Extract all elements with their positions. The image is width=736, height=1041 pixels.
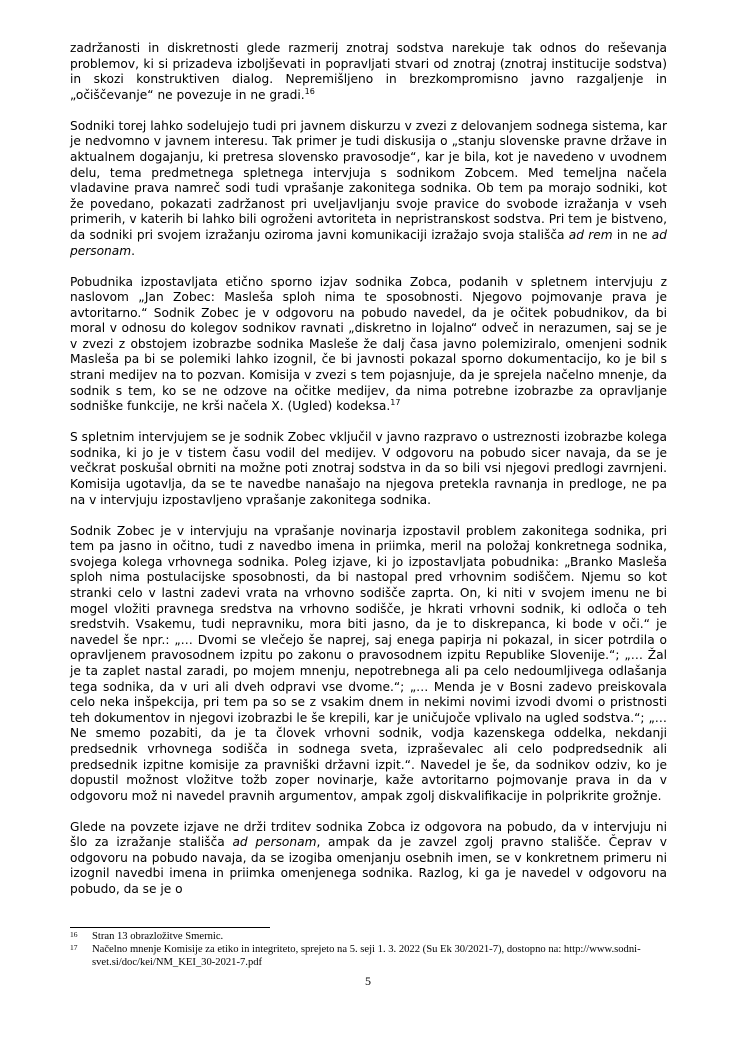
paragraph <box>70 41 667 103</box>
text-run: Glede na povzete izjave ne drži trditev sodnika Zobca iz odgovora na pobudo, da v intervjuju ni šlo za izražanje stališča <box>70 819 667 850</box>
body-text <box>70 41 667 913</box>
footnote-separator <box>70 927 270 928</box>
footnote-number: 17 <box>70 943 78 952</box>
italic-text: ad rem <box>568 227 613 242</box>
footnote-number: 16 <box>70 930 78 939</box>
footnote-text: Stran 13 obrazložitve Smernic. <box>92 931 224 942</box>
text-run: Sodnik Zobec je v intervjuju na vprašanje novinarja izpostavil problem zakonitega sodnika, pri tem pa jasno in očitno, tudi z navedbo imena in priimka, meril na položaj konkretnega sodnika, svojega kolega vrhovnega sodnika. Poleg izjave, ki jo izpostavljata pobudnika: „Branko Masleša sploh nima postulacijske sposobnosti, da bi nastopal pred vrhovnim sodiščem. Njemu so kot stranki celo v lastni zadevi vrata na vrhovno sodišče zaprta. On, ki niti v svojem imenu ne bi mogel vložiti pravnega sredstva na vrhovno sodišče, je hkrati vrhovni sodnik, ki odloča o teh sredstvih. Vsakemu, tudi nepravniku, mora biti jasno, da je to diskrepanca, ki bode v oči.“ je navedel še npr.: „… Dvomi se vlečejo še naprej, saj enega papirja ni pokazal, in sicer potrdila o opravljenem pravosodnem izpitu po zakonu o pravosodnem izpitu Republike Slovenije.“; „… Žal je ta zaplet nastal zaradi, po mojem mnenju, nepotrebnega ali pa celo nedoumljivega odlašanja tega sodnika, da v uri ali dveh odpravi vse dvome.“; „… Menda je v Bosni zadevo preiskovala celo neka inšpekcija, pri tem pa so se z vsakim dnem in nekimi novimi izvodi dvomi o pristnosti teh dokumentov in njegovi izobrazbi le še krepili, kar je uničujoče vplivalo na ugled sodstva.“; „… Ne smemo pozabiti, da je ta človek vrhovni sodnik, vodja kazenskega oddelka, nekdanji predsednik vrhovnega sodišča in sodnega sveta, izpraševalec ali celo podpredsednik ali predsednik izpitne komisije za pravniški državni izpit.“. Navedel je še, da sodnikov odziv, ko je dopustil možnost vložitve tožb zoper novinarje, kaže avtoritarno pojmovanje prava in da v odgovoru mož ni navedel pravnih argumentov, ampak zgolj diskvalifikacije in polprikrite grožnje. <box>70 523 667 803</box>
page-number: 5 <box>365 974 371 988</box>
text-run: in ne <box>612 227 652 242</box>
text-run: Sodniki torej lahko sodelujejo tudi pri javnem diskurzu v zvezi z delovanjem sodnega sistema, kar je nedvomno v javnem interesu. Tak primer je tudi diskusija o „stanju slovenske pravne države in aktualnem dogajanju, ki pretresa slovensko pravosodje“, kar je bila, kot je navedeno v uvodnem delu, tema predmetnega spletnega intervjuja s sodnikom Zobcem. Med temeljna načela vladavine prava namreč sodi tudi vprašanje zakonitega sodnika. Ob tem pa morajo sodniki, kot že povedano, pokazati zadržanost pri uveljavljanju svoje pravice do svobode izražanja v vseh primerih, v katerih bi lahko bili ogroženi avtoriteta in nepristranskost sodstva. Pri tem je bistveno, da sodniki pri svojem izražanju oziroma javni komunikaciji izražajo svoja stališča <box>70 118 667 242</box>
text-run: . <box>131 243 135 258</box>
paragraph <box>70 524 667 805</box>
footnote <box>70 943 667 969</box>
paragraph <box>70 275 667 415</box>
footnote-text: Načelno mnenje Komisije za etiko in integriteto, sprejeto na 5. seji 1. 3. 2022 (Su Ek 30/2021-7), dostopno na: http://www.sodni-svet.si/doc/kei/NM_KEI_30-2021-7.pdf <box>92 944 641 968</box>
text-run: Pobudnika izpostavljata etično sporno izjav sodnika Zobca, podanih v spletnem intervjuju z naslovom „Jan Zobec: Masleša sploh nima te sposobnosti. Njegovo pojmovanje prava je avtoritarno.“ Sodnik Zobec je v odgovoru na pobudo navedel, da je očitek pobudnikov, da bi moral v odnosu do kolegov sodnikov ravnati „diskretno in lojalno“ odveč in nerazumen, saj se je v zvezi z obstojem izobrazbe sodnika Masleše že dalj časa javno polemiziralo, omenjeni sodnik Masleša pa bi se polemiki lahko izognil, če bi javnosti pokazal sporno dokumentacijo, ko je bil s strani medijev na to pozvan. Komisija v zvezi s tem pojasnjuje, da je sprejela načelno mnenje, da sodnik s tem, ko se ne odzove na očitke medijev, da nima potrebne izobrazbe za opravljanje sodniške funkcije, ne krši načela X. (Ugled) kodeksa. <box>70 274 667 414</box>
italic-text: ad personam <box>232 835 317 850</box>
footnotes <box>70 930 667 969</box>
footnote-reference: 16 <box>304 86 315 96</box>
text-run: , ampak da je zavzel zgolj pravno stališče. Čeprav v odgovoru na pobudo navaja, da se izogiba omenjanju osebnih imen, se v konkretnem primeru ni izognil navedbi imena in priimka omenjenega sodnika. Razlog, ki ga je navedel v odgovoru na pobudo, da se je o <box>70 835 667 897</box>
text-run: S spletnim intervjujem se je sodnik Zobec vključil v javno razpravo o ustreznosti izobrazbe kolega sodnika, ki jo je v tistem času vodil del medijev. V odgovoru na pobudo sicer navaja, da se je večkrat poskušal obrniti na možne poti znotraj sodstva in da so bili vsi njegovi predlogi zavrnjeni. Komisija ugotavlja, da se te navedbe nanašajo na njegova pretekla ravnanja in predloge, ne pa na v intervjuju izpostavljeno vprašanje zakonitega sodnika. <box>70 430 667 507</box>
paragraph <box>70 820 667 898</box>
italic-text: ad personam <box>70 227 667 258</box>
footnote-reference: 17 <box>390 398 401 408</box>
footnote <box>70 930 667 943</box>
paragraph <box>70 119 667 259</box>
paragraph <box>70 430 667 508</box>
text-run: zadržanosti in diskretnosti glede razmerij znotraj sodstva narekuje tak odnos do reševanja problemov, ki si prizadeva izboljševati in popravljati stvari od znotraj (znotraj institucije sodstva) in skozi konstruktiven dialog. Nepremišljeno in brezkompromisno javno razgaljenje in „očiščevanje“ ne povezuje in ne gradi. <box>70 41 667 102</box>
